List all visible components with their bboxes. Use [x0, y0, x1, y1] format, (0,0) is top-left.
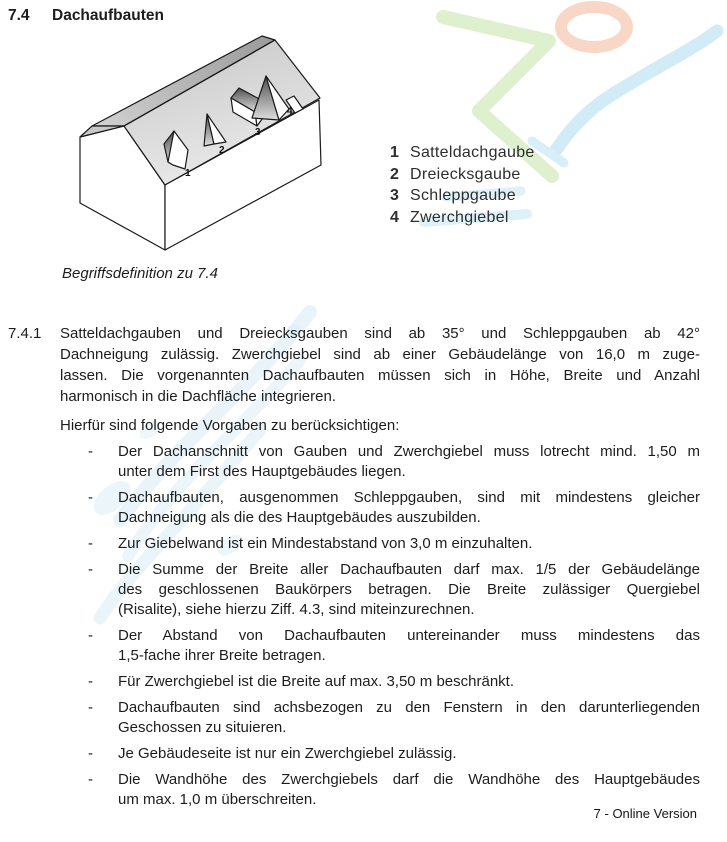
bullet-text — [118, 560, 700, 620]
bullet-line: Für Zwerchgiebel ist die Breite auf max. 3,50 m beschränkt. — [118, 673, 515, 690]
bullet-line: Dachaufbauten sind achsbezogen zu den Fenstern in den darunterliegenden — [118, 699, 700, 716]
dormer-number-4: 4 — [287, 106, 293, 117]
section-heading-number: 7.4 — [8, 7, 30, 24]
page-footer: 7 - Online Version — [593, 806, 697, 821]
bullet-text — [118, 626, 700, 666]
bullet-line: 1,5-fache ihrer Breite betragen. — [118, 647, 326, 664]
section-heading-title: Dachaufbauten — [52, 7, 164, 24]
legend-label: Schleppgaube — [410, 187, 516, 204]
bullet-line: des geschlossenen Baukörpers betragen. Die Breite zulässiger Quergiebel — [118, 581, 700, 598]
legend-label: Satteldachgaube — [410, 144, 535, 161]
intro-line: Satteldachgauben und Dreiecksgauben sind ab 35° und Schleppgauben ab 42° — [60, 325, 700, 342]
legend-label: Zwerchgiebel — [410, 208, 509, 226]
bullet-line: Die Wandhöhe des Zwerchgiebels darf die Wandhöhe des Hauptgebäudes — [118, 771, 700, 788]
lead-in-paragraph: Hierfür sind folgende Vorgaben zu berücksichtigen: — [60, 417, 400, 434]
legend-label: Dreiecksgaube — [410, 165, 521, 183]
bullet-line: Die Summe der Breite aller Dachaufbauten darf max. 1/5 der Gebäudelänge — [118, 561, 700, 578]
bullet-line: Je Gebäudeseite ist nur ein Zwerchgiebel zulässig. — [118, 745, 457, 762]
bullet-dash: - — [88, 535, 93, 552]
legend-row — [390, 144, 535, 166]
bullet-dash: - — [88, 745, 93, 762]
bullet-line: um max. 1,0 m überschreiten. — [118, 791, 317, 808]
bullet-text — [118, 698, 700, 738]
bullet-item — [0, 534, 727, 554]
bullet-text — [118, 442, 700, 482]
bullet-line: Der Dachanschnitt von Gauben und Zwerchgiebel muss lotrecht mind. 1,50 m — [118, 443, 700, 460]
bullet-line: Dachaufbauten, ausgenommen Schleppgauben, sind mit mindestens gleicher — [118, 489, 700, 506]
legend-number: 3 — [390, 187, 400, 204]
bullet-text — [118, 488, 700, 528]
section-number: 7.4.1 — [8, 325, 42, 342]
bullet-dash: - — [88, 443, 93, 460]
legend-row — [390, 166, 535, 188]
section-heading — [0, 7, 164, 25]
bullet-item — [0, 626, 727, 666]
bullet-text — [118, 534, 700, 554]
roof-structures-illustration — [55, 30, 405, 260]
bullet-dash: - — [88, 489, 93, 506]
bullet-item — [0, 672, 727, 692]
bullet-item — [0, 560, 727, 620]
bullet-item — [0, 698, 727, 738]
bullet-line: Der Abstand von Dachaufbauten untereinander muss mindestens das — [118, 627, 700, 644]
intro-line: harmonisch in die Dachfläche integrieren. — [60, 388, 336, 405]
intro-paragraph — [60, 323, 700, 407]
bullet-line: Zur Giebelwand ist ein Mindestabstand von 3,0 m einzuhalten. — [118, 535, 533, 552]
intro-line: Dachneigung zulässig. Zwerchgiebel sind ab einer Gebäudelänge von 16,0 m zuge- — [60, 346, 700, 363]
bullet-line: (Risalite), siehe hierzu Ziff. 4.3, sind miteinzurechnen. — [118, 601, 475, 618]
bullet-text — [118, 744, 700, 764]
legend-row — [390, 209, 535, 231]
bullet-line: Dachneigung als die des Hauptgebäudes auszubilden. — [118, 509, 481, 526]
bullet-item — [0, 744, 727, 764]
bullet-list — [0, 442, 727, 810]
bullet-text — [118, 770, 700, 810]
figure-legend — [390, 144, 535, 230]
dormer-number-1: 1 — [185, 168, 191, 179]
bullet-item — [0, 770, 727, 810]
bullet-dash: - — [88, 699, 93, 716]
bullet-dash: - — [88, 561, 93, 578]
legend-number: 4 — [390, 208, 400, 226]
section-body — [0, 323, 727, 810]
legend-number: 2 — [390, 165, 400, 183]
bullet-dash: - — [88, 771, 93, 788]
dormer-number-2: 2 — [219, 145, 225, 156]
legend-number: 1 — [390, 144, 400, 161]
bullet-line: Geschossen zu situieren. — [118, 719, 287, 736]
bullet-item — [0, 442, 727, 482]
bullet-item — [0, 488, 727, 528]
bullet-line: unter dem First des Hauptgebäudes liegen. — [118, 463, 406, 480]
intro-line: lassen. Die vorgenannten Dachaufbauten müssen sich in Höhe, Breite und Anzahl — [60, 367, 700, 384]
bullet-text — [118, 672, 700, 692]
bullet-dash: - — [88, 627, 93, 644]
dormer-number-3: 3 — [255, 127, 261, 138]
legend-row — [390, 187, 535, 209]
figure-caption: Begriffsdefinition zu 7.4 — [62, 265, 218, 282]
bullet-dash: - — [88, 673, 93, 690]
watermark-red-ring — [561, 7, 627, 47]
